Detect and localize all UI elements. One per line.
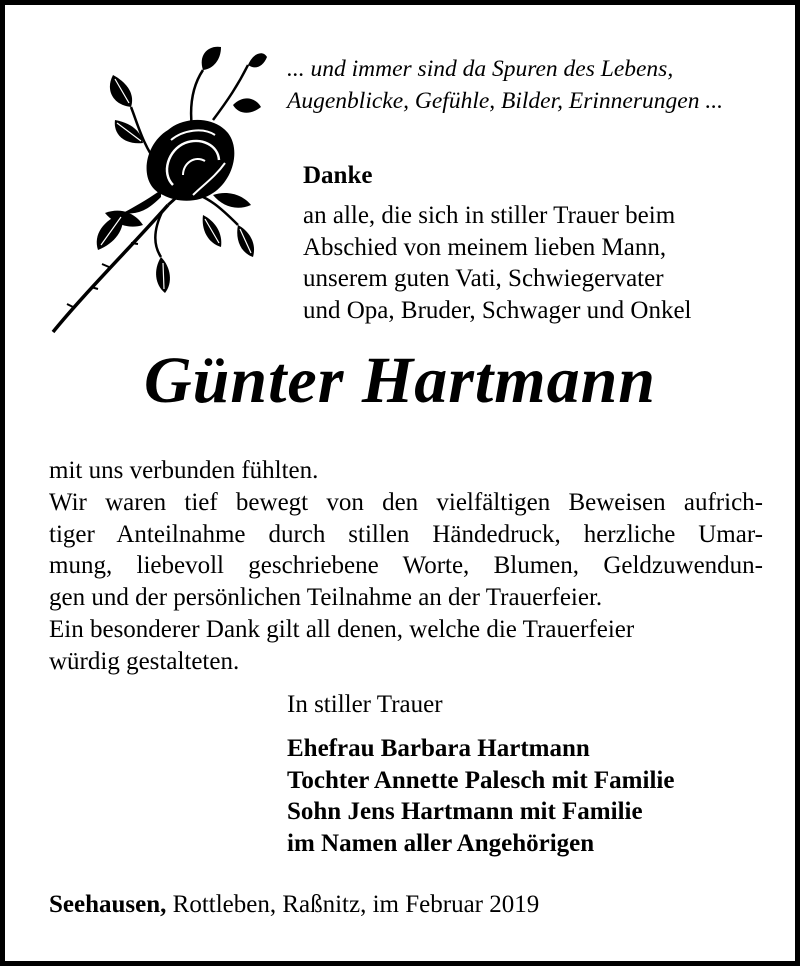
body-line: Wir waren tief bewegt von den vielfältigen Beweisen aufrich- (49, 488, 763, 516)
place-date-rest: Rottleben, Raßnitz, im Februar 2019 (166, 891, 540, 918)
thanks-text (303, 200, 773, 326)
thanks-line: unserem guten Vati, Schwiegervater (303, 265, 664, 292)
body-line: mit uns verbunden fühlten. (49, 457, 319, 484)
thanks-line: an alle, die sich in stiller Trauer beim (303, 202, 676, 229)
body-text (49, 455, 763, 678)
thanks-title: Danke (303, 162, 373, 189)
body-line: tiger Anteilnahme durch stillen Händedruck, herzliche Umar- (49, 520, 763, 548)
quote (287, 53, 787, 117)
place-primary: Seehausen, (49, 891, 167, 918)
quote-line: Augenblicke, Gefühle, Bilder, Erinnerungen ... (287, 88, 723, 114)
mourner-line: Sohn Jens Hartmann mit Familie (287, 798, 643, 825)
mourner-line: Tochter Annette Palesch mit Familie (287, 766, 675, 794)
thanks-line: und Opa, Bruder, Schwager und Onkel (303, 296, 692, 324)
mourning-intro: In stiller Trauer (287, 691, 443, 718)
place-date-line (49, 891, 539, 919)
deceased-name: Günter Hartmann (144, 344, 656, 417)
mourner-line: Ehefrau Barbara Hartmann (287, 735, 590, 762)
mourner-line: im Namen aller Angehörigen (287, 829, 595, 857)
body-line: gen und der persönlichen Teilnahme an der Trauerfeier. (49, 584, 603, 612)
body-line: würdig gestalteten. (49, 647, 240, 675)
body-line: mung, liebevoll geschriebene Worte, Blumen, Geldzuwendun- (49, 552, 763, 580)
mourners-list (287, 733, 674, 859)
rose-icon (43, 45, 268, 337)
thanks-line: Abschied von meinem lieben Mann, (303, 233, 667, 261)
quote-line: ... und immer sind da Spuren des Lebens, (287, 56, 674, 82)
body-line: Ein besonderer Dank gilt all denen, welche die Trauerfeier (49, 615, 635, 643)
